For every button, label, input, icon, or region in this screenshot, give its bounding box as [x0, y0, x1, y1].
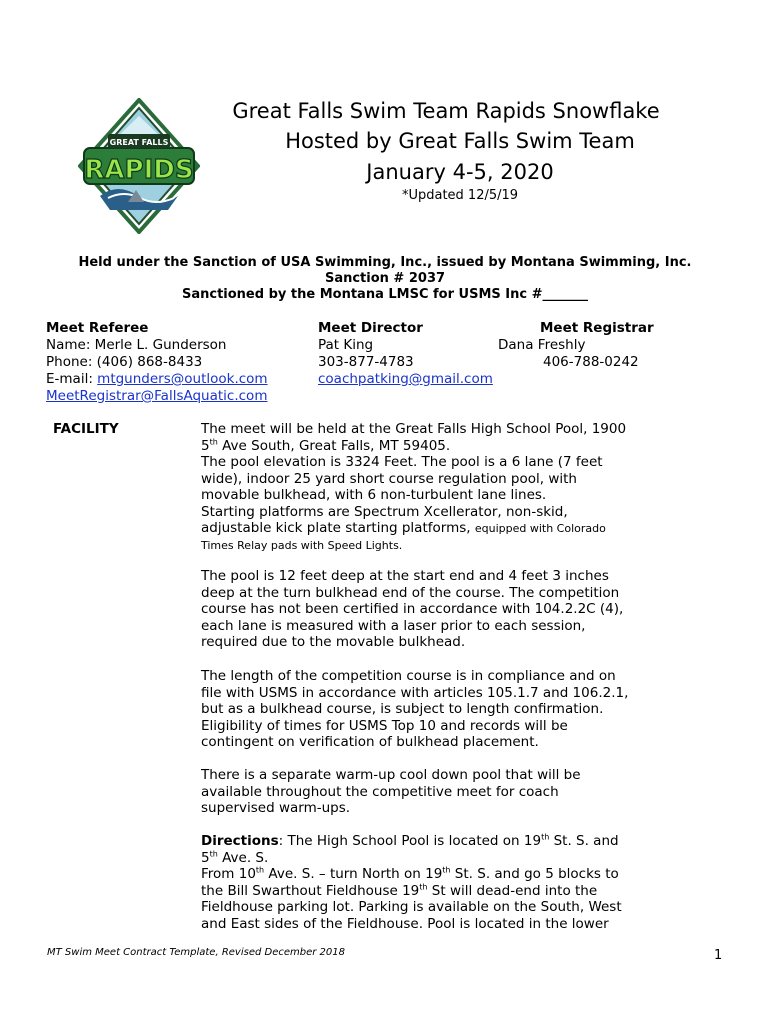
text-line: [201, 866, 651, 883]
text-line: Times Relay pads with Speed Lights.: [201, 538, 403, 552]
text-line: The pool is 12 feet deep at the start end and 4 feet 3 inches: [201, 568, 609, 584]
text-line: and East sides of the Fieldhouse. Pool is located in the lower: [201, 915, 609, 932]
text-line: There is a separate warm-up cool down pool that will be: [201, 767, 581, 783]
text-line: [201, 883, 651, 900]
text-line: each lane is measured with a laser prior to each session,: [201, 617, 586, 634]
text-span: 5: [201, 437, 210, 454]
superscript: th: [255, 865, 265, 875]
text-line: The meet will be held at the Great Falls High School Pool, 1900: [201, 421, 627, 437]
registrar-name: Dana Freshly: [498, 337, 586, 353]
superscript: th: [541, 832, 550, 842]
sanction-number: Sanction # 2037: [324, 271, 446, 286]
registrar-heading: Meet Registrar: [540, 320, 654, 336]
registrar-email-link[interactable]: MeetRegistrar@FallsAquatic.com: [46, 388, 268, 404]
text-line: [201, 850, 651, 867]
director-name: Pat King: [318, 337, 374, 353]
text-span: St. S. and: [549, 833, 619, 849]
host-line: Hosted by Great Falls Swim Team: [285, 129, 635, 153]
text-span: the Bill Swarthout Fieldhouse 19: [201, 882, 420, 899]
superscript: th: [442, 865, 451, 875]
text-line: [201, 438, 651, 455]
text-line: Starting platforms are Spectrum Xcellerator, non-skid,: [201, 503, 568, 520]
director-phone: 303-877-4783: [318, 354, 414, 370]
director-heading: Meet Director: [318, 320, 423, 336]
text-span: From 10: [201, 866, 256, 882]
director-block: [318, 320, 493, 388]
text-span: equipped with Colorado: [474, 522, 606, 535]
text-line: deep at the turn bulkhead end of the course. The competition: [201, 584, 620, 601]
referee-name: Name: Merle L. Gunderson: [46, 337, 227, 353]
referee-block: [46, 320, 268, 405]
text-line: contingent on verification of bulkhead placement.: [201, 734, 539, 750]
text-span: adjustable kick plate starting platforms,: [201, 520, 475, 536]
text-line: Fieldhouse parking lot. Parking is available on the South, West: [201, 899, 622, 915]
usms-sanction: Sanctioned by the Montana LMSC for USMS Inc #_______: [181, 287, 588, 302]
directions-label: Directions: [201, 833, 279, 849]
referee-email-label: E-mail:: [46, 371, 98, 387]
facility-label: FACILITY: [53, 421, 119, 437]
text-line: [201, 520, 651, 538]
updated-note: *Updated 12/5/19: [401, 188, 519, 203]
referee-heading: Meet Referee: [46, 320, 149, 336]
registrar-phone: 406-788-0242: [543, 354, 639, 370]
text-span: St. S. and go 5 blocks to: [450, 866, 619, 882]
text-span: Ave. S. – turn North on 19: [264, 866, 443, 882]
superscript: th: [419, 882, 428, 891]
text-line: wide), indoor 25 yard short course regulation pool, with: [201, 470, 577, 487]
superscript: th: [209, 437, 218, 446]
text-span: Ave. S.: [217, 849, 269, 866]
text-line: The length of the competition course is in compliance and on: [201, 668, 616, 684]
text-line: Eligibility of times for USMS Top 10 and records will be: [201, 717, 568, 734]
directions-paragraph: [201, 833, 651, 932]
page-number: 1: [714, 948, 723, 963]
text-line: [201, 833, 651, 850]
logo-text-main: RAPIDS: [84, 155, 194, 185]
text-span: Ave South, Great Falls, MT 59405.: [217, 437, 451, 454]
superscript: th: [209, 849, 218, 858]
rapids-logo: [78, 98, 200, 234]
text-line: file with USMS in accordance with articles 105.1.7 and 106.2.1,: [201, 684, 629, 701]
text-span: St will dead-end into the: [427, 882, 598, 899]
facility-paragraph-4: [201, 767, 651, 817]
logo-text-top: GREAT FALLS: [109, 138, 169, 147]
text-line: supervised warm-ups.: [201, 800, 351, 816]
text-line: but as a bulkhead course, is subject to length confirmation.: [201, 701, 604, 717]
text-span: 5: [201, 849, 210, 866]
text-line: required due to the movable bulkhead.: [201, 634, 466, 650]
sanction-line-1: Held under the Sanction of USA Swimming, Inc., issued by Montana Swimming, Inc.: [78, 255, 692, 270]
referee-email-link[interactable]: mtgunders@outlook.com: [97, 371, 268, 387]
facility-paragraph-3: [201, 668, 651, 751]
text-line: available throughout the competitive meet for coach: [201, 783, 559, 800]
text-span: : The High School Pool is located on 19: [278, 833, 542, 849]
referee-phone: Phone: (406) 868-8433: [46, 354, 203, 370]
facility-paragraph-1: [201, 421, 651, 554]
text-line: course has not been certified in accordance with 104.2.2C (4),: [201, 601, 624, 617]
facility-paragraph-2: [201, 568, 651, 651]
footer-text: MT Swim Meet Contract Template, Revised December 2018: [47, 947, 345, 958]
meet-dates: January 4-5, 2020: [366, 160, 554, 184]
text-line: The pool elevation is 3324 Feet. The pool is a 6 lane (7 feet: [201, 454, 603, 470]
registrar-heading-wrap: [540, 320, 654, 337]
meet-title: Great Falls Swim Team Rapids Snowflake: [232, 99, 660, 123]
director-email-link[interactable]: coachpatking@gmail.com: [318, 371, 493, 387]
text-line: movable bulkhead, with 6 non-turbulent lane lines.: [201, 487, 547, 503]
